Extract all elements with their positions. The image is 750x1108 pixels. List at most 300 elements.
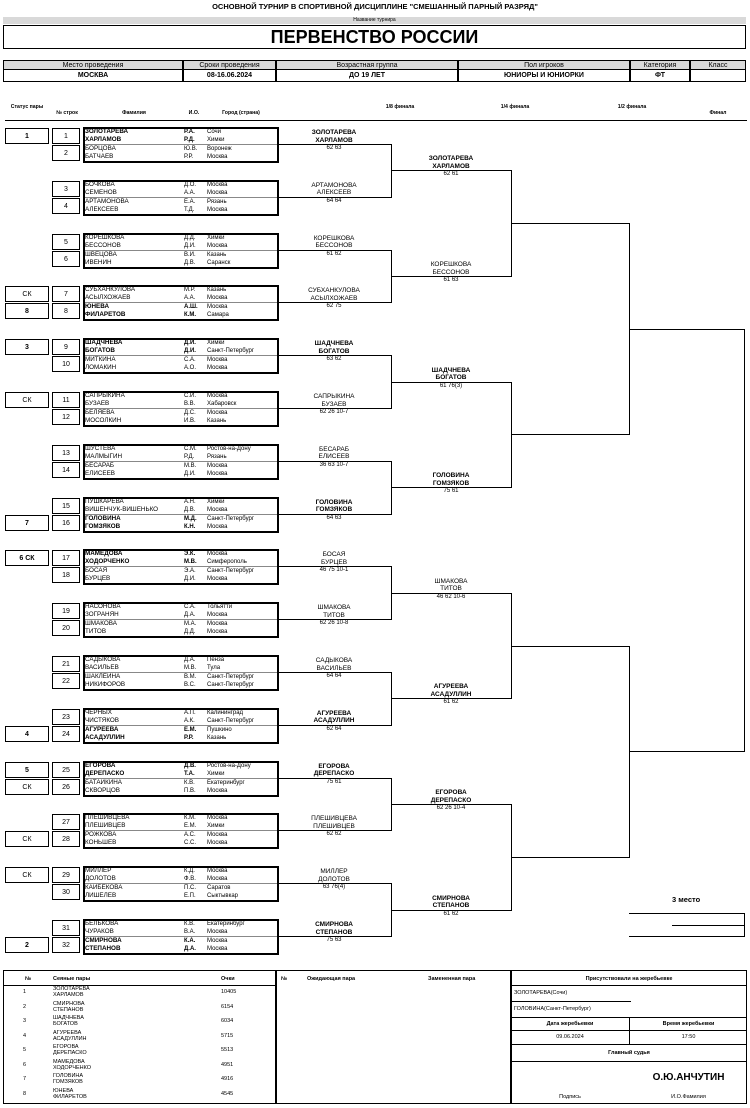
r16-winner-name-1: ГОЛОВИНА [315,498,353,506]
referee-divider [511,1044,747,1045]
draw-date-label: Дата жеребьевки [546,1021,594,1027]
col-sf: 1/2 финала [617,104,647,110]
seed-num: 1 [23,989,27,995]
player-1-surname: САПРЫКИНА [85,392,125,399]
player-1-initials: В.И. [184,251,196,258]
player-2-surname: ДЕРЕПАСКО [85,769,125,777]
status-cell [5,234,49,250]
player-1-surname: БАТАЙКИНА [85,778,123,786]
player-2-initials: А.К. [184,717,195,724]
seed-num: 7 [23,1076,27,1082]
player-1-initials: А.П. [184,709,196,716]
line-number: 20 [52,620,80,636]
player-2-initials: Д.Д. [184,629,196,636]
player-2-surname: ДОЛОТОВ [85,875,116,883]
seed-num: 6 [23,1061,27,1068]
col-surname: Фамилия [122,110,146,116]
gender-label: Пол игроков [458,60,630,70]
present-1: ЗОЛОТАРЕВА(Сочи) [514,990,568,996]
status-cell [5,920,49,936]
status-cell [5,603,49,619]
final-line [629,751,744,752]
player-1-city: Воронеж [207,146,232,152]
seed-pair-a: СМИРНОВА [53,1000,85,1007]
status-cell [5,198,49,214]
player-1-initials: Д.Д. [184,234,196,241]
draw-time: 17:50 [681,1034,696,1040]
player-2-initials: П.В. [184,787,196,794]
seed-pair-a: МАМЕДОВА [53,1058,85,1065]
r16-winner-name-1: КОРЕШКОВА [313,234,355,242]
r16-score: 64 63 [326,514,342,521]
player-2-initials: В.В. [184,401,196,407]
status-cell [5,673,49,689]
col-status: Статус пары [10,104,44,110]
r16-line [285,725,391,726]
r16-winner-name-2: БУРЦЕВ [279,559,389,568]
line-number: 30 [52,884,80,900]
player-2-surname: АЛЕКСЕЕВ [85,205,119,213]
seed-pair-b: ГОМЗЯКОВ [53,1079,83,1085]
player-2-initials: Р.Д. [184,453,195,460]
player-1-surname: ШУСТЕВА [85,444,116,452]
player-2-surname: ЛИШЕЛЕВ [85,892,117,900]
player-1-surname: САДЫКОВА [85,656,121,663]
qf-score: 61 63 [443,277,459,283]
player-2-surname: ЛОМАКИН [85,364,117,372]
player-2-city: Москва [207,523,228,530]
match-frame [83,497,279,533]
r16-winner-name-2: ЕЛИСЕЕВ [279,453,389,462]
r16-winner-name-1: ШАДЧНЕВА [314,340,354,348]
player-1-city: Москва [207,410,228,416]
qf-score: 62 61 [443,171,459,178]
player-1-city: Тольятти [207,604,233,611]
player-1-initials: Е.М. [184,726,197,733]
player-2-initials: Ф.В. [184,876,196,883]
qf-winner [391,789,511,813]
player-2-surname: ВАСИЛЬЕВ [85,664,119,671]
player-2-city: Химки [207,137,225,143]
col-num: № строк [56,110,78,116]
qf-winner-name-2: ДЕРЕПАСКО [391,797,511,806]
player-1-city: Санкт-Петербург [207,515,255,522]
r16-winner [279,657,389,681]
player-2-city: Москва [207,506,228,513]
seed-points: 6034 [221,1018,234,1024]
seed-points: 4916 [221,1076,234,1082]
player-1-surname: ШВЕЦОВА [85,250,117,258]
player-1-city: Химки [207,498,225,505]
player-1-initials: С.И. [184,393,196,399]
status-cell: СК [5,286,49,302]
player-1-initials: К.В. [184,921,195,927]
match-frame [83,655,279,691]
qf-winner-name-2: БОГАТОВ [391,374,511,383]
player-2-initials: Д.И. [184,348,196,355]
seed-pair-a: ЗОЛОТАРЕВА [53,986,90,992]
line-number: 13 [52,445,80,461]
player-2-surname: ИВЕНИН [85,258,112,266]
seed-pair-a: ЕГОРОВА [53,1044,79,1050]
line-number: 10 [52,356,80,372]
r16-winner-name-2: ДЕРЕПАСКО [279,770,389,779]
qf-winner [391,261,511,285]
player-2-initials: Д.А. [184,946,196,952]
player-1-city: Москва [207,462,228,469]
player-1-surname: ЗОЛОТАРЕВА [85,128,129,135]
third-place-line-1 [629,913,745,914]
bottom-section [3,970,747,1104]
seed-points: 10405 [221,989,237,995]
player-2-initials: Д.И. [184,470,196,477]
player-1-initials: Д.С. [184,410,196,416]
line-number: 29 [52,867,80,883]
player-1-initials: Д.А. [184,657,196,663]
r16-score: 36 63 10-7 [319,461,349,468]
player-2-initials: В.С. [184,682,196,688]
match-frame [83,444,279,480]
status-cell: СК [5,392,49,408]
status-cell: 1 [5,128,49,144]
r16-score: 75 63 [326,937,342,943]
line-number: 14 [52,462,80,478]
player-2-surname: БУЗАЕВ [85,400,110,407]
player-2-surname: ХОДОРЧЕНКО [85,558,130,566]
category-value: ФТ [630,70,690,82]
player-1-city: Москва [207,304,228,311]
player-1-initials: М.Д. [184,515,197,522]
player-1-city: Ростов-на-Дону [207,445,251,452]
r16-winner [279,921,389,945]
player-2-surname: ЕЛИСЕЕВ [85,469,116,477]
class-label: Класс [690,60,746,70]
qf-score: 61 62 [443,910,459,917]
sf-line [511,434,629,435]
player-1-surname: ШАКЛЕИНА [85,673,121,680]
qf-winner-name-1: КОРЕШКОВА [430,261,472,268]
seed-points: 5715 [221,1032,234,1039]
r16-line [285,936,391,937]
player-2-surname: ГОМЗЯКОВ [85,522,121,530]
match-frame [83,338,279,374]
player-1-initials: К.В. [184,779,195,786]
player-1-city: Ростов-на-Дону [207,762,251,769]
qf-winner [391,155,511,179]
r16-line [285,355,391,356]
r16-line [285,302,391,303]
seed-pair-b: ДЕРЕПАСКО [53,1050,87,1056]
player-2-initials: Д.И. [184,242,196,249]
date-value-divider [511,1030,747,1031]
status-cell: 5 [5,762,49,778]
player-1-initials: Д.В. [184,762,196,769]
match-frame [83,285,279,321]
line-number: 8 [52,303,80,319]
status-cell: 8 [5,303,49,319]
player-2-city: Санкт-Петербург [207,717,255,724]
player-2-city: Казань [207,418,227,424]
player-2-surname: АСЫЛХОЖАЕВ [85,294,131,302]
r16-line [285,619,391,620]
r16-winner-name-2: ТИТОВ [279,612,389,621]
r16-winner [279,710,389,734]
match-frame [83,180,279,216]
r16-winner-name-2: ДОЛОТОВ [279,876,389,885]
seed-points: 4545 [221,1090,234,1097]
status-cell [5,884,49,900]
line-number: 12 [52,409,80,425]
col-qf: 1/4 финала [500,104,530,110]
player-2-city: Москва [207,154,228,160]
r16-winner-name-1: СУБХАНКУЛОВА [308,287,360,295]
match-frame [83,813,279,849]
player-2-initials: Д.А. [184,612,196,619]
r16-winner-name-1: ЗОЛОТАРЕВА [311,129,357,136]
seed-pair-a: ГОЛОВИНА [53,1073,84,1079]
player-1-initials: Д.О. [184,181,197,188]
dates-label: Сроки проведения [183,60,276,70]
status-cell [5,356,49,372]
r16-line [285,197,391,198]
player-1-surname: МИЛЛЕР [85,867,112,875]
player-1-surname: ШАДЧНЕВА [85,339,123,347]
col-final: Финал [709,110,727,116]
player-2-surname: ФИЛАРЕТОВ [85,311,126,319]
player-2-city: Москва [207,929,228,935]
status-cell: 2 [5,937,49,953]
r16-winner-name-1: МИЛЛЕР [320,868,348,876]
qf-winner-name-2: СТЕПАНОВ [391,902,511,911]
player-1-surname: КАИБЕКОВА [85,884,123,892]
r16-winner-name-2: БОГАТОВ [279,348,389,357]
r16-winner [279,868,389,892]
qf-winner [391,472,511,496]
match-frame [83,233,279,269]
seed-num: 2 [23,1003,27,1010]
player-2-initials: В.А. [184,929,196,935]
seed-pair-a: ШАДЧНЕВА [53,1015,84,1021]
r16-winner [279,393,389,417]
player-2-surname: ВИШЕНЧУК-ВИШЕНЬКО [85,505,159,513]
player-1-surname: ЕГОРОВА [85,761,116,769]
r16-winner-name-1: САПРЫКИНА [313,393,355,400]
line-number: 21 [52,656,80,672]
seed-pair-b: ХАРЛАМОВ [53,992,84,998]
player-1-initials: А.Н. [184,498,196,505]
player-2-surname: СТЕПАНОВ [85,945,121,952]
player-2-city: Казань [207,734,227,741]
col-io: И.О. [188,110,200,116]
player-2-surname: НИКИФОРОВ [85,681,126,688]
r16-score: 62 26 10-7 [319,409,349,415]
player-2-city: Химки [207,823,225,830]
line-number: 24 [52,726,80,742]
status-cell [5,656,49,672]
status-cell [5,462,49,478]
line-number: 23 [52,709,80,725]
final-connector [744,329,745,752]
player-2-initials: К.Н. [184,523,196,530]
r16-winner-name-2: ВАСИЛЬЕВ [279,665,389,674]
match-frame [83,761,279,797]
status-cell: 4 [5,726,49,742]
line-number: 26 [52,779,80,795]
player-1-city: Санкт-Петербург [207,568,255,575]
tournament-name: ПЕРВЕНСТВО РОССИИ [3,25,746,49]
status-cell: СК [5,831,49,847]
player-1-surname: БЕСАРАБ [85,461,115,469]
line-number: 3 [52,181,80,197]
status-cell: 7 [5,515,49,531]
draw-date: 09.06.2024 [556,1034,584,1040]
player-2-initials: Е.М. [184,823,197,830]
player-2-city: Москва [207,612,228,619]
status-cell [5,181,49,197]
player-2-initials: И.В. [184,418,196,424]
seed-head-divider [3,985,276,986]
player-2-initials: Т.Д. [184,206,195,213]
qf-winner-name-1: ЗОЛОТАРЕВА [428,155,474,163]
line-number: 9 [52,339,80,355]
match-frame [83,708,279,744]
seed-head-pairs: Сеяные пары [53,976,91,982]
seed-num: 5 [23,1047,27,1053]
player-1-surname: АРТАМОНОВА [85,197,129,205]
player-2-initials: М.В. [184,559,197,566]
player-2-city: Москва [207,470,228,477]
player-2-surname: ХАРЛАМОВ [85,136,122,143]
player-1-surname: СМИРНОВА [85,937,122,944]
qf-score: 62 26 10-4 [436,805,466,811]
r16-winner [279,182,389,206]
player-1-surname: МАМЕДОВА [85,550,123,558]
player-2-city: Москва [207,295,228,302]
class-value [690,70,746,82]
sf-line [511,646,629,647]
player-2-initials: Д.В. [184,259,196,266]
line-number: 18 [52,567,80,583]
r16-score: 64 64 [326,197,342,204]
r16-winner-name-1: АРТАМОНОВА [311,181,357,189]
player-1-initials: Э.А. [184,568,196,575]
player-2-city: Москва [207,876,228,883]
sf-line [511,857,629,858]
qf-winner-name-2: ТИТОВ [391,585,511,594]
status-cell [5,145,49,161]
player-2-surname: ЗОГРАНЯН [85,611,119,619]
sf-line [511,223,629,224]
player-1-initials: Д.И. [184,340,196,347]
player-1-initials: С.М. [184,445,197,452]
qf-winner [391,578,511,602]
r16-winner-name-1: БОСАЯ [322,551,346,559]
player-1-surname: КОРЕШКОВА [85,233,125,241]
player-2-surname: АСАДУЛЛИН [85,733,125,741]
r16-winner [279,551,389,575]
player-1-city: Пушкино [207,726,232,733]
seed-pair-b: БОГАТОВ [53,1021,78,1027]
player-2-city: Самара [207,312,229,319]
seed-pair-b: СТЕПАНОВ [53,1006,84,1013]
seed-pair-a: АГУРЕЕВА [53,1029,82,1036]
qf-score: 75 61 [443,488,459,495]
r16-winner-name-2: АСЫЛХОЖАЕВ [279,295,389,304]
player-1-surname: ГОЛОВИНА [85,514,121,522]
r16-winner [279,129,389,153]
line-number: 17 [52,550,80,566]
player-2-initials: Р.Д. [184,137,195,143]
player-2-surname: СЕМЕНОВ [85,188,117,196]
player-1-city: Казань [207,287,227,294]
player-2-surname: МОСОЛКИН [85,417,122,424]
third-place-label: 3 место [672,895,701,904]
line-number: 5 [52,234,80,250]
player-2-city: Сыктывкар [207,893,239,900]
player-2-surname: ПЛЕШИВЦЕВ [85,822,126,830]
player-2-initials: А.А. [184,189,196,196]
player-2-city: Тула [207,665,221,671]
player-1-city: Москва [207,551,228,558]
qf-winner-name-1: ГОЛОВИНА [432,472,470,480]
match-frame [83,391,279,427]
player-2-initials: Е.П. [184,893,196,900]
match-frame [83,919,279,955]
r16-winner-name-2: ПЛЕШИВЦЕВ [279,823,389,832]
player-1-city: Москва [207,181,228,188]
qf-winner-name-1: СМИРНОВА [432,894,470,902]
player-2-surname: БЕССОНОВ [85,241,121,249]
qf-winner-name-1: ШАДЧНЕВА [431,366,471,374]
player-2-city: Хабаровск [207,401,237,407]
referee-value-divider [511,1061,747,1062]
seed-num: 4 [23,1032,27,1039]
player-1-city: Калининград [207,709,244,716]
qf-winner-name-1: АГУРЕЕВА [433,683,469,691]
player-1-city: Казань [207,251,227,258]
sign-label: Подпись [559,1094,581,1100]
player-1-surname: БЕЛЯЕВА [85,409,115,416]
player-1-initials: М.В. [184,462,197,469]
player-2-surname: ЧИСТЯКОВ [85,716,120,724]
player-1-city: Химки [207,234,225,241]
line-number: 15 [52,498,80,514]
alt-head-replaced: Замененная пара [428,976,476,982]
player-2-city: Москва [207,629,228,636]
player-1-city: Санкт-Петербург [207,674,255,680]
third-place-line-2 [629,936,745,937]
player-1-initials: Е.А. [184,198,196,205]
r16-line [285,566,391,567]
player-2-city: Саранск [207,259,231,266]
status-cell [5,620,49,636]
player-2-city: Москва [207,840,228,847]
player-2-city: Москва [207,206,228,213]
line-number: 6 [52,251,80,267]
line-number: 2 [52,145,80,161]
player-1-initials: Р.А. [184,129,195,135]
player-1-city: Сочи [207,129,222,135]
match-frame [83,127,279,163]
r16-line [285,144,391,145]
qf-winner-name-2: БЕССОНОВ [391,269,511,278]
r16-score: 64 64 [326,673,342,679]
line-number: 31 [52,920,80,936]
player-1-city: Москва [207,938,228,944]
player-2-city: Москва [207,787,228,794]
player-2-initials: М.В. [184,665,197,671]
r16-line [285,250,391,251]
